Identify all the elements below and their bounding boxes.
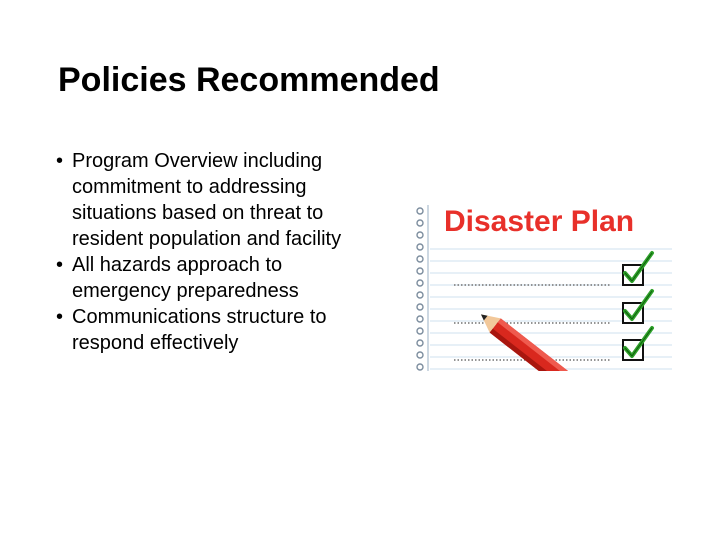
slide-title: Policies Recommended xyxy=(58,61,440,99)
bullet-text: All hazards approach to emergency preparedness xyxy=(72,254,299,302)
bullet-text: Communications structure to respond effectively xyxy=(72,306,327,354)
disaster-plan-illustration xyxy=(414,203,672,371)
disaster-plan-heading: Disaster Plan xyxy=(444,205,635,238)
bullet-text: Program Overview including commitment to addressing situations based on threat to resident population and facility xyxy=(72,150,342,250)
bullet-dot: • xyxy=(56,306,64,328)
disaster-plan-graphic xyxy=(414,203,672,371)
bullet-dot: • xyxy=(56,150,64,172)
bullet-item xyxy=(56,304,386,356)
bullet-dot: • xyxy=(56,254,64,276)
bullet-item xyxy=(56,148,386,252)
bullet-list xyxy=(56,148,386,356)
bullet-item xyxy=(56,252,386,304)
